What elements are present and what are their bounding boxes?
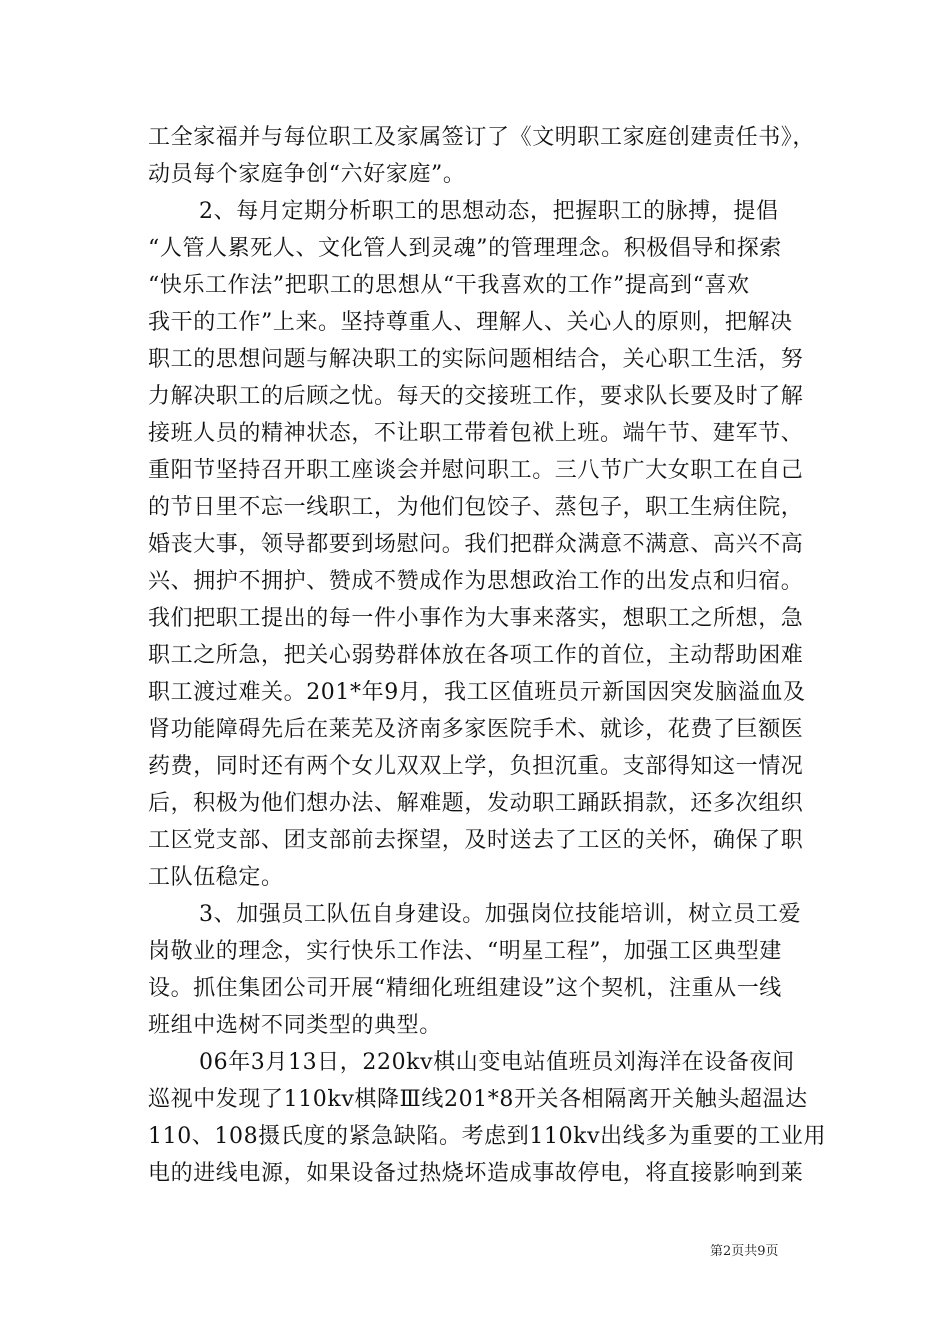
text-line: 110、108摄氏度的紧急缺陷。考虑到110kv出线多为重要的工业用 — [148, 1124, 827, 1149]
text-line: 兴、拥护不拥护、赞成不赞成作为思想政治工作的出发点和归宿。 — [148, 569, 804, 594]
text-line: 力解决职工的后顾之忧。每天的交接班工作，要求队长要及时了解 — [148, 384, 804, 409]
text-line: “快乐工作法”把职工的思想从“干我喜欢的工作”提高到“喜欢 — [148, 273, 750, 298]
page-number: 第2页共9页 — [710, 1244, 779, 1259]
text-line: 岗敬业的理念，实行快乐工作法、“明星工程”，加强工区典型建 — [148, 939, 782, 964]
text-line: 班组中选树不同类型的典型。 — [148, 1013, 442, 1038]
text-line: 工区党支部、团支部前去探望，及时送去了工区的关怀，确保了职 — [148, 828, 804, 853]
text-line: 职工渡过难关。201*年9月，我工区值班员亓新国因突发脑溢血及 — [148, 680, 806, 705]
text-line: 的节日里不忘一线职工，为他们包饺子、蒸包子，职工生病住院， — [148, 495, 804, 520]
text-line: 工全家福并与每位职工及家属签订了《文明职工家庭创建责任书》， — [148, 125, 816, 150]
text-line: 我干的工作”上来。坚持尊重人、理解人、关心人的原则，把解决 — [148, 310, 793, 335]
text-line: 接班人员的精神状态，不让职工带着包袱上班。端午节、建军节、 — [148, 421, 804, 446]
text-line: 巡视中发现了110kv棋降Ⅲ线201*8开关各相隔离开关触头超温达 — [148, 1087, 808, 1112]
text-line: 动员每个家庭争创“六好家庭”。 — [148, 162, 466, 187]
text-line: 肾功能障碍先后在莱芜及济南多家医院手术、就诊，花费了巨额医 — [148, 717, 804, 742]
text-line: 电的进线电源，如果设备过热烧坏造成事故停电，将直接影响到莱 — [148, 1161, 804, 1186]
text-line: 我们把职工提出的每一件小事作为大事来落实，想职工之所想，急 — [148, 606, 804, 631]
paragraph-start-line: 06年3月13日，220kv棋山变电站值班员刘海洋在设备夜间 — [199, 1050, 795, 1075]
text-line: 婚丧大事，领导都要到场慰问。我们把群众满意不满意、高兴不高 — [148, 532, 804, 557]
text-line: “人管人累死人、文化管人到灵魂”的管理理念。积极倡导和探索 — [148, 236, 782, 261]
text-line: 工队伍稳定。 — [148, 865, 284, 890]
paragraph-start-line: 3、加强员工队伍自身建设。加强岗位技能培训，树立员工爱 — [199, 902, 802, 927]
text-line: 职工之所急，把关心弱势群体放在各项工作的首位，主动帮助困难 — [148, 643, 804, 668]
text-line: 药费，同时还有两个女儿双双上学，负担沉重。支部得知这一情况 — [148, 754, 804, 779]
text-line: 设。抓住集团公司开展“精细化班组建设”这个契机，注重从一线 — [148, 976, 782, 1001]
text-line: 重阳节坚持召开职工座谈会并慰问职工。三八节广大女职工在自己 — [148, 458, 804, 483]
text-line: 后，积极为他们想办法、解难题，发动职工踊跃捐款，还多次组织 — [148, 791, 804, 816]
paragraph-start-line: 2、每月定期分析职工的思想动态，把握职工的脉搏，提倡 — [199, 199, 779, 224]
text-line: 职工的思想问题与解决职工的实际问题相结合，关心职工生活，努 — [148, 347, 804, 372]
